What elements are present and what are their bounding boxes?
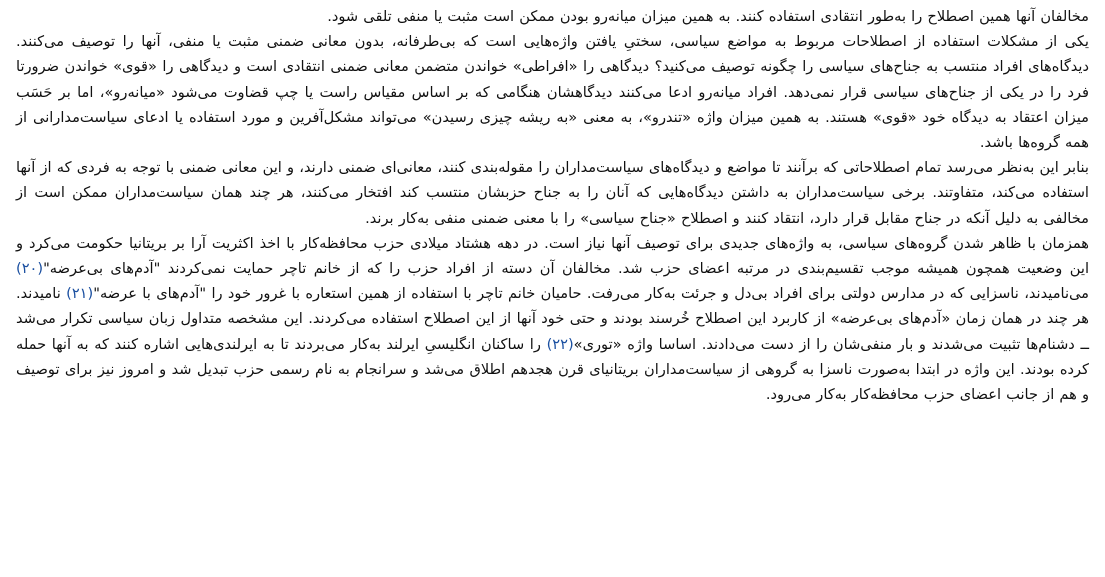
paragraph-text: نامیدند. هر چند در همان زمان «آدم‌های بی‌عرضه» از کاربرد این اصطلاح خُرسند بودند و حتی خود آنها از این اصطلاح استفاده می‌کردند. این مشخصه متداول زبان سیاسی تکرار می‌شد ــ دشنام‌ها تثبیت می‌شدند و بار منفی‌شان را از دست می‌دادند. اساسا واژه «توری»	[16, 285, 1090, 353]
paragraph-1	[16, 4, 1089, 29]
paragraph-text: بنابر این به‌نظر می‌رسد تمام اصطلاحاتی که برآنند تا مواضع و دیدگاه‌های سیاست‌مداران را مقوله‌بندی کنند، معانی‌ای ضمنی دارند، و این معانی ضمنی با توجه به فردی که از آنها استفاده می‌کند، متفاوتند. برخی سیاست‌مداران به داشتن دیدگاه‌هایی که آنان را به جناح حزبشان منتسب کند افتخار می‌کنند، هر چند همان سیاست‌مداران ممکن است از مخالفی به دلیل آنکه در جناح مقابل قرار دارد، انتقاد کنند و اصطلاح «جناح سیاسی» را با معنی ضمنی منفی به‌کار برند.	[16, 159, 1089, 227]
paragraph-text: می‌نامیدند، ناسزایی که در مدارس دولتی برای افراد بی‌دل و جرئت به‌کار می‌رفت. حامیان خانم تاچر با استفاده از همین استعاره با غرور خود را "آدم‌های با عرضه"	[93, 285, 1089, 303]
paragraph-4	[16, 231, 1089, 407]
paragraph-text: مخالفان آنها همین اصطلاح را به‌طور انتقادی استفاده کنند. به همین میزان میانه‌رو بودن ممکن است مثبت یا منفی تلقی شود.	[327, 8, 1089, 25]
paragraph-text: همزمان با ظاهر شدن گروه‌های سیاسی، به واژه‌های جدیدی برای توصیف آنها نیاز است. در دهه هشتاد میلادی حزب محافظه‌کار با اخذ اکثریت آرا بر بریتانیا حکومت می‌کرد و این وضعیت همچون همیشه موجب تقسیم‌بندی در مرتبه اعضای حزب شد. مخالفان آن دسته از افراد حزب را که از خانم تاچر حمایت نمی‌کردند "آدم‌های بی‌عرضه"	[16, 234, 1089, 278]
paragraph-text: را ساکنان انگلیسیِ ایرلند به‌کار می‌بردند تا به ایرلندی‌هایی اشاره کنند که به آنها حمله کرده بودند. این واژه در ابتدا به‌صورت ناسزا به گروهی از سیاست‌مداران بریتانیای قرن هجدهم اطلاق می‌شد و سرانجام به نام رسمی حزب تبدیل شد و امروز نیز برای توصیف و هم از جانب اعضای حزب محافظه‌کار به‌کار می‌رود.	[16, 335, 1089, 404]
paragraph-3	[16, 155, 1089, 231]
paragraph-text: یکی از مشکلات استفاده از اصطلاحات مربوط به مواضع سیاسی، سختیِ یافتن واژه‌هایی است که بی‌طرفانه، بدون معانی ضمنی مثبت یا منفی، آنها را توصیف می‌کنند. دیدگاه‌های افراد منتسب به جناح‌های سیاسی را چگونه توصیف می‌کنید؟ دیدگاهی را «افراطی» خواندن متضمن معانی ضمنی انتقادی است و دیدگاهی را «قوی» خواندن ضرورتا فرد را در یکی از جناح‌های سیاسی قرار نمی‌دهد. افراد میانه‌رو ادعا می‌کنند دیدگاهشان هنگامی که بر اساس مقیاس راست یا چپ قضاوت می‌شود «میانه‌رو»، اما بر حَسَب میزان اعتقاد به دیدگاه خود «قوی» هستند. به همین میزان واژه «تندرو»، به معنی «به ریشه چیزی رسیدن» می‌تواند مشکل‌آفرین و مورد استفاده یا ادعای سیاست‌مدارانی از همه گروه‌ها باشد.	[16, 33, 1089, 152]
footnote-link-22[interactable]: (۲۲)	[546, 335, 574, 353]
paragraph-2	[16, 29, 1089, 155]
footnote-link-21[interactable]: (۲۱)	[66, 285, 94, 303]
footnote-link-20[interactable]: (۲۰)	[16, 260, 44, 278]
